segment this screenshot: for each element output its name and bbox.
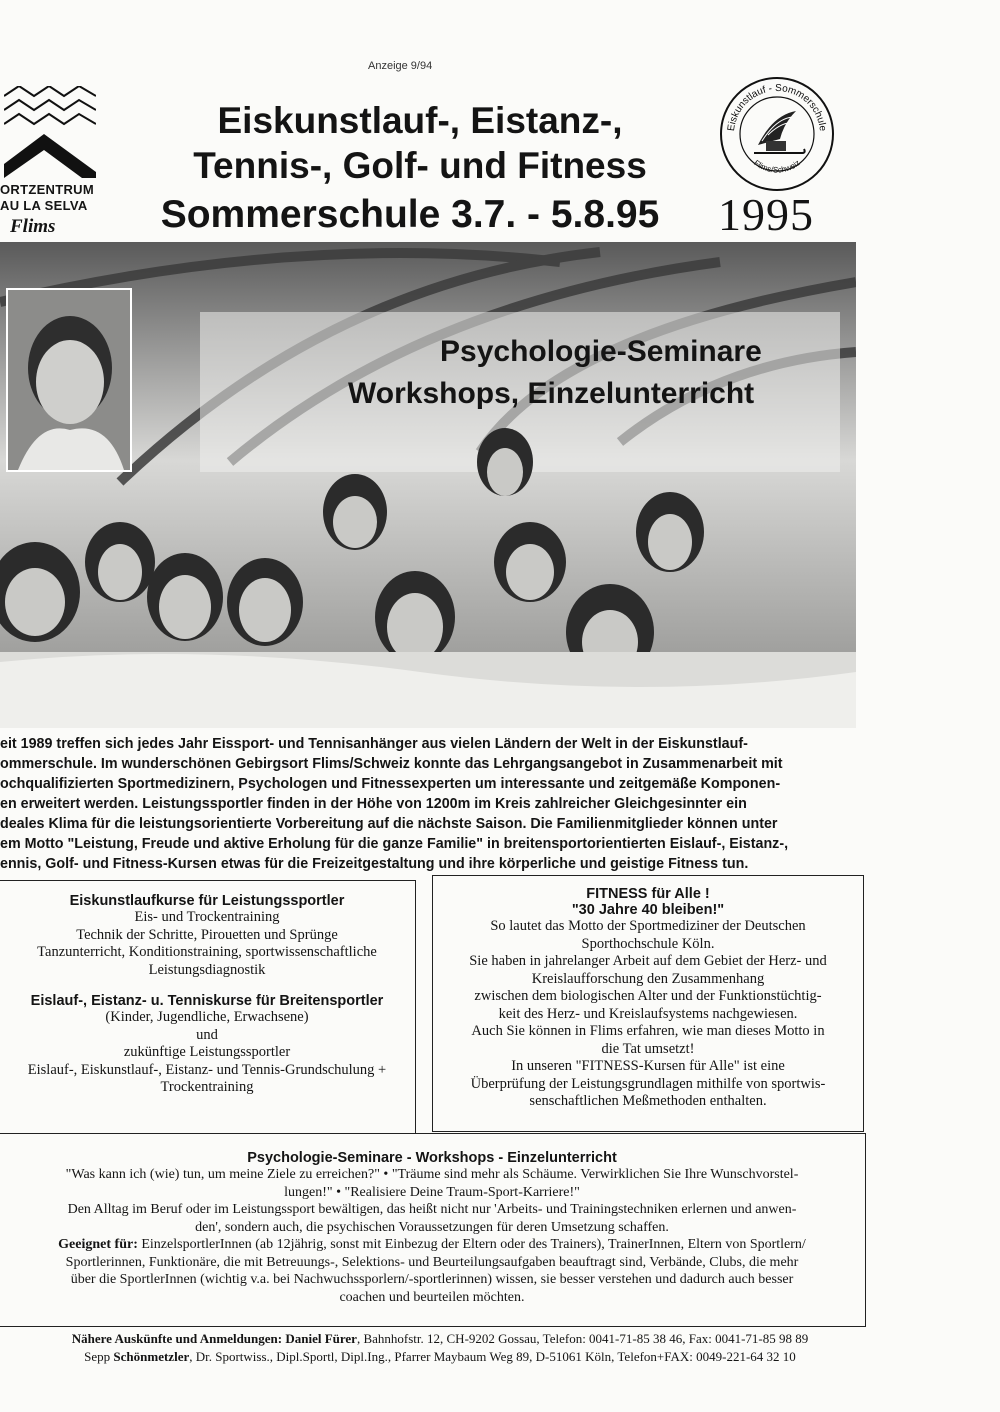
box-right-title2: "30 Jahre 40 bleiben!" — [571, 902, 725, 918]
contact-name2: Schönmetzler — [113, 1349, 190, 1364]
contact-line2 — [0, 1348, 880, 1366]
box-course-offers — [0, 880, 416, 1139]
intro-line: em Motto "Leistung, Freude und aktive Erholung für die ganze Familie" in breitensportorientierten Eislauf-, Eistanz-, — [0, 836, 789, 852]
box-right-line: senschaftlichen Meßmethoden enthalten. — [529, 1093, 767, 1109]
logo-text-line2: AU LA SELVA — [0, 198, 88, 213]
suitable-text: EinzelsportlerInnen (ab 12jährig, sonst mit Einbezug der Eltern oder des Trainers), TrainerInnen, Eltern von Sportlern/ — [137, 1237, 806, 1252]
mountain-logo-icon — [4, 86, 96, 178]
box-right-line: Auch Sie können in Flims erfahren, wie man dieses Motto in — [471, 1023, 825, 1039]
box-bottom-title: Psychologie-Seminare - Workshops - Einzelunterricht — [247, 1150, 617, 1166]
box-right-line: zwischen dem biologischen Alter und der Funktionstüchtig- — [474, 988, 822, 1004]
intro-line: en erweitert werden. Leistungssportler finden in der Höhe von 1200m im Kreis zahlreicher Gleichgesinnter ein — [0, 796, 747, 812]
contact-label: Nähere Auskünfte und Anmeldungen: — [71, 1331, 283, 1346]
logo-script: Flims — [10, 216, 56, 237]
box-left-line: Trockentraining — [160, 1079, 254, 1095]
sportzentrum-logo — [0, 86, 100, 256]
box-bottom-line: Sportlerinnen, Funktionäre, die mit Betreuungs-, Selektions- und Beurteilungsaufgaben beauftragt sind, Verbände, Clubs, die mehr — [65, 1254, 799, 1270]
box-right-line: Sie haben in jahrelanger Arbeit auf dem Gebiet der Herz- und — [469, 953, 827, 969]
intro-line: deales Klima für die leistungsorientierte Vorbereitung auf die nächste Saison. Die Familienmitglieder können unter — [0, 816, 778, 832]
box-right-line: In unseren "FITNESS-Kursen für Alle" ist eine — [511, 1058, 785, 1074]
ad-reference: Anzeige 9/94 — [368, 60, 433, 72]
box-bottom-line: "Was kann ich (wie) tun, um meine Ziele zu erreichen?" • "Träume sind mehr als Schäume. Verwirklichen Sie Ihre Wunschvorstel- — [65, 1167, 799, 1182]
contact-line1 — [0, 1330, 880, 1348]
intro-line: ommerschule. Im wunderschönen Gebirgsort Flims/Schweiz konnte das Lehrgangsangebot in Zusammenarbeit mit — [0, 756, 783, 772]
summer-school-seal — [718, 75, 836, 193]
seal-top-text: Eiskunstlauf - Sommerschule — [726, 82, 828, 132]
boy-portrait-photo — [6, 288, 132, 472]
box-left-line: Technik der Schritte, Pirouetten und Sprünge — [76, 926, 338, 943]
box-left-title1: Eiskunstlaufkurse für Leistungssportler — [69, 893, 345, 909]
box-right-line: die Tat umsetzt! — [601, 1040, 695, 1057]
box-bottom-line: über die SportlerInnen (wichtig v.a. bei Nachwuchssporlern/-sportlerinnen) wissen, sie besser verstehen und dadurch auch besser — [70, 1272, 794, 1287]
contact-footer — [0, 1330, 880, 1366]
box-right-line: Sporthochschule Köln. — [581, 935, 715, 952]
contact-first2: Sepp — [84, 1349, 114, 1364]
year: 1995 — [718, 189, 814, 240]
svg-text:Flims/Schweiz — [752, 158, 802, 174]
intro-line: ennis, Golf- und Fitness-Kursen etwas für die Freizeitgestaltung und ihre körperliche und geistige Fitness tun. — [0, 856, 749, 872]
logo-text-line1: ORTZENTRUM — [0, 182, 94, 197]
box-right-line: keit des Herz- und Kreislaufsystems nachgewiesen. — [498, 1005, 798, 1022]
headline-line3: Sommerschule 3.7. - 5.8.95 — [160, 193, 660, 236]
box-left-line: Eis- und Trockentraining — [134, 909, 280, 925]
box-right-line: Kreislaufforschung den Zusammenhang — [531, 970, 765, 987]
photo-overlay-line1: Psychologie-Seminare — [440, 335, 762, 368]
contact-name1: Daniel Fürer — [285, 1331, 357, 1346]
photo-overlay-line2: Workshops, Einzelunterricht — [348, 377, 755, 410]
box-bottom-line: lungen!" • "Realisiere Deine Traum-Sport-Karriere!" — [284, 1184, 580, 1200]
winged-skate-icon — [754, 111, 805, 153]
box-right-title1: FITNESS für Alle ! — [586, 886, 710, 902]
box-left-line: zukünftige Leistungssportler — [123, 1044, 291, 1060]
box-left-title2: Eislauf-, Eistanz- u. Tenniskurse für Breitensportler — [30, 993, 384, 1009]
box-right-line: So lautet das Motto der Sportmediziner der Deutschen — [490, 918, 806, 934]
seal-bottom-text: Flims/Schweiz — [752, 158, 802, 175]
box-left-line: (Kinder, Jugendliche, Erwachsene) — [105, 1009, 309, 1025]
box-bottom-line: coachen und beurteilen möchten. — [339, 1289, 525, 1305]
box-left-line: und — [196, 1026, 218, 1043]
box-fitness — [432, 875, 864, 1132]
contact-details1: , Bahnhofstr. 12, CH-9202 Gossau, Telefon: 0041-71-85 38 46, Fax: 0041-71-85 98 89 — [356, 1331, 809, 1346]
box-psychology — [0, 1133, 866, 1327]
box-bottom-line: den', sondern auch, die psychischen Voraussetzungen für deren Umsetzung schaffen. — [195, 1219, 669, 1235]
box-left-line: Eislauf-, Eiskunstlauf-, Eistanz- und Tennis-Grundschulung + — [27, 1061, 387, 1078]
intro-line: eit 1989 treffen sich jedes Jahr Eissport- und Tennisanhänger aus vielen Ländern der Welt in der Eiskunstlauf- — [0, 736, 748, 752]
box-bottom-suitable — [0, 1236, 865, 1254]
suitable-label: Geeignet für: — [58, 1237, 138, 1252]
box-left-line: Tanzunterricht, Konditionstraining, sportwissenschaftliche — [37, 944, 377, 960]
headline-line1: Eiskunstlauf-, Eistanz-, — [217, 100, 623, 141]
headline-line2: Tennis-, Golf- und Fitness — [193, 145, 647, 186]
intro-paragraph — [0, 734, 860, 874]
contact-details2: , Dr. Sportwiss., Dipl.Sportl, Dipl.Ing., Pfarrer Maybaum Weg 89, D-51061 Köln, Telefon+FAX: 0049-221-64 32 10 — [189, 1349, 796, 1364]
box-left-line: Leistungsdiagnostik — [148, 961, 266, 978]
box-right-line: Überprüfung der Leistungsgrundlagen mithilfe von sportwis- — [470, 1075, 826, 1092]
intro-line: ochqualifizierten Sportmedizinern, Psychologen und Fitnessexperten um interessante und zeitgemäße Komponen- — [0, 776, 781, 792]
box-bottom-line: Den Alltag im Beruf oder im Leistungssport bewältigen, das heißt nicht nur 'Arbeits- und Trainingstechniken erlernen und anwen- — [67, 1202, 797, 1217]
